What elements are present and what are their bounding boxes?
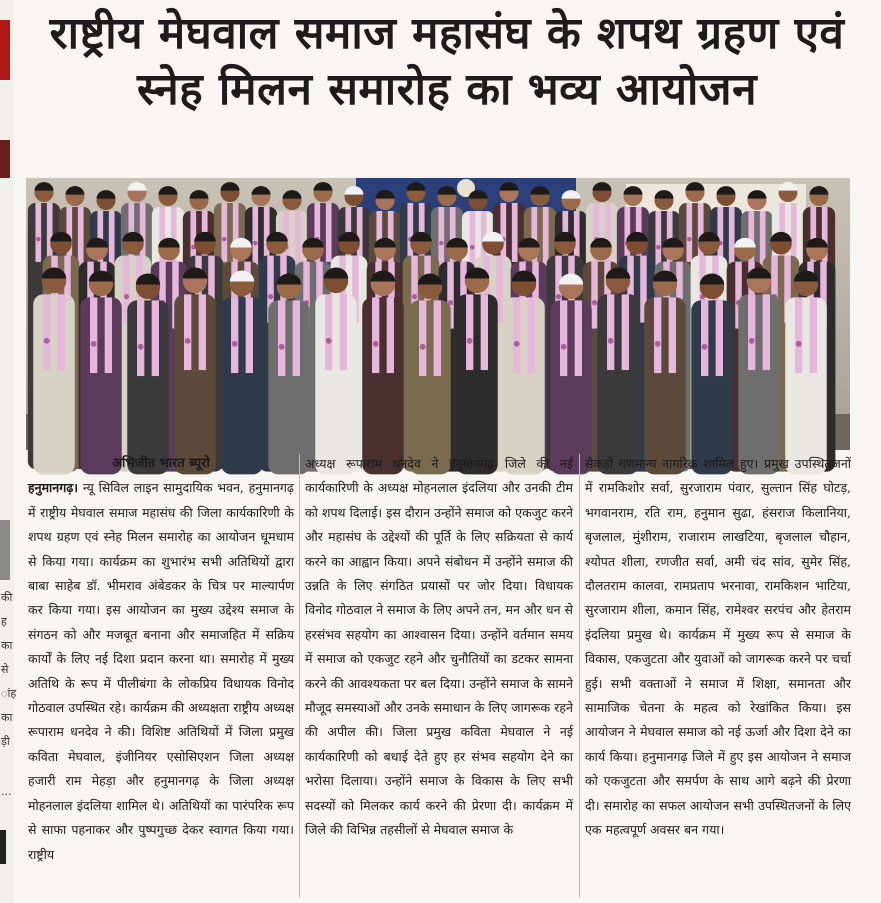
- column-3-text: सैकड़ों गणमान्य नागरिक शामिल हुए। प्रमुख उपस्थितजनों में रामकिशोर सर्वा, सुरजाराम पंवार, सुल्तान सिंह घोटड़, भगवानराम, रति राम, हनुमान सुढा, हंसराज किलानिया, बृजलाल, मुंशीराम, राजाराम लाखटिया, बृजलाल चौहान, श्योपत शीला, रणजीत सर्वा, अमी चंद सांव, सुमेर सिंह, दौलतराम कालवा, रामप्रताप भरनावा, रामकिशन भाटिया, सुरजाराम शीला, कमान सिंह, रामेश्वर सरपंच और हेतराम इंदलिया प्रमुख थे। कार्यक्रम में मुख्य रूप से समाज के विकास, एकजुटता और युवाओं को जागरूक करने पर चर्चा हुई। सभी वक्ताओं ने समाज में शिक्षा, समानता और सामाजिक चेतना के महत्व को रेखांकित किया। इस आयोजन ने मेघवाल समाज को नई ऊर्जा और दिशा देने का कार्य किया। हनुमानगढ़ जिले में हुए इस आयोजन ने समाज को एकजुटता और समर्पण के साथ आगे बढ़ने की प्रेरणा दी। समारोह का सफल आयोजन सभी उपस्थितजनों के लिए एक महत्वपूर्ण अवसर बन गया।: [585, 456, 851, 838]
- person-figure: [597, 268, 638, 475]
- person-figure: [738, 268, 779, 475]
- dateline: हनुमानगढ़।: [28, 480, 79, 496]
- column-1-text: न्यू सिविल लाइन सामुदायिक भवन, हनुमानगढ़ में राष्ट्रीय मेघवाल समाज महासंघ की जिला कार्यकारिणी के शपथ ग्रहण एवं स्नेह मिलन समारोह का आयोजन धूमधाम से किया गया। कार्यक्रम का शुभारंभ सभी अतिथियों द्वारा बाबा साहेब डॉ. भीमराव अंबेडकर के चित्र पर माल्यार्पण कर किया गया। इस आयोजन का मुख्य उद्देश्य समाज के संगठन को और मजबूत बनाना और समाजहित में सक्रिय कार्यों के लिए नई दिशा प्रदान करना था। समारोह में मुख्य अतिथि के रूप में पीलीबंगा के लोकप्रिय विधायक विनोद गोठवाल उपस्थित रहे। कार्यक्रम की अध्यक्षता राष्ट्रीय अध्यक्ष रूपाराम धनदेव ने की। विशिष्ट अतिथियों में जिला प्रमुख कविता मेघवाल, इंजीनियर एसोसिएशन जिला अध्यक्ष हजारी राम मेहड़ा और हनुमानगढ़ के जिला अध्यक्ष मोहनलाल इंदलिया शामिल थे। अतिथियों का पारंपरिक रूप से साफा पहनाकर और पुष्पगुच्छ देकर स्वागत किया गया। राष्ट्रीय: [28, 480, 294, 862]
- person-figure: [691, 274, 732, 475]
- adjacent-red-block: [0, 20, 10, 80]
- adjacent-text-fragment: की: [1, 591, 13, 604]
- group-photo-illustration: [26, 178, 850, 450]
- adjacent-text-fragment: ...: [1, 785, 12, 798]
- person-figure: [362, 271, 403, 475]
- column-1-body: [28, 476, 294, 867]
- byline: अभिजीत भारत ब्यूरो: [112, 456, 210, 471]
- person-figure: [221, 271, 262, 475]
- person-figure: [785, 271, 826, 475]
- person-figure: [33, 268, 74, 475]
- adjacent-text-fragment: ांह: [1, 687, 17, 700]
- person-figure: [315, 268, 356, 475]
- person-figure: [268, 274, 309, 475]
- person-figure: [127, 274, 168, 475]
- column-2-text: अध्यक्ष रूपाराम धनदेव ने हनुमानगढ़ जिले की नई कार्यकारिणी के अध्यक्ष मोहनलाल इंदलिया और उनकी टीम को शपथ दिलाई। इस दौरान उन्होंने समाज को एकजुट करने और महासंघ के उद्देश्यों की पूर्ति के लिए सक्रियता से कार्य करने का आह्वान किया। अपने संबोधन में उन्होंने समाज की उन्नति के लिए संगठित प्रयासों पर जोर दिया। विधायक विनोद गोठवाल ने समाज के लिए अपने तन, मन और धन से हरसंभव सहयोग का आश्वासन दिया। उन्होंने वर्तमान समय में समाज को एकजुट रहने और चुनौतियों का डटकर सामना करने की आवश्यकता पर बल दिया। उन्होंने समाज के सामने मौजूद समस्याओं और उनके समाधान के लिए जागरूक रहने की अपील की। जिला प्रमुख कविता मेघवाल ने नई कार्यकारिणी को बधाई देते हुए हर संभव सहयोग देने का भरोसा दिलाया। उन्होंने समाज के विकास के लिए सभी सदस्यों को मिलकर कार्य करने की प्रेरणा दी। कार्यक्रम में जिले की विभिन्न तहसीलों से मेघवाल समाज के: [305, 456, 573, 838]
- person-figure: [550, 274, 591, 475]
- adjacent-photo-fragment: [0, 140, 10, 178]
- article-column-3: [585, 452, 851, 900]
- adjacent-article-strip: [0, 0, 17, 903]
- person-figure: [80, 271, 121, 475]
- article-column-1: [28, 452, 294, 900]
- adjacent-mark: [0, 830, 6, 864]
- article-column-2: [305, 452, 573, 900]
- person-figure: [409, 274, 450, 475]
- person-figure: [456, 268, 497, 475]
- column-divider: [299, 454, 300, 898]
- adjacent-photo-fragment-2: [0, 520, 10, 580]
- column-divider: [579, 454, 580, 898]
- group-photo: [26, 178, 850, 450]
- adjacent-text-fragment: ड़ी: [1, 735, 10, 748]
- person-figure: [174, 268, 215, 475]
- person-figure: [503, 271, 544, 475]
- adjacent-text-fragment: ह: [1, 615, 7, 628]
- adjacent-text-fragment: से: [1, 663, 9, 676]
- adjacent-text-fragment: का: [1, 639, 13, 652]
- adjacent-text-fragment: का: [1, 711, 13, 724]
- article-headline: राष्ट्रीय मेघवाल समाज महासंघ के शपथ ग्रहण एवं स्नेह मिलन समारोह का भव्य आयोजन: [49, 8, 845, 115]
- person-figure: [644, 271, 685, 475]
